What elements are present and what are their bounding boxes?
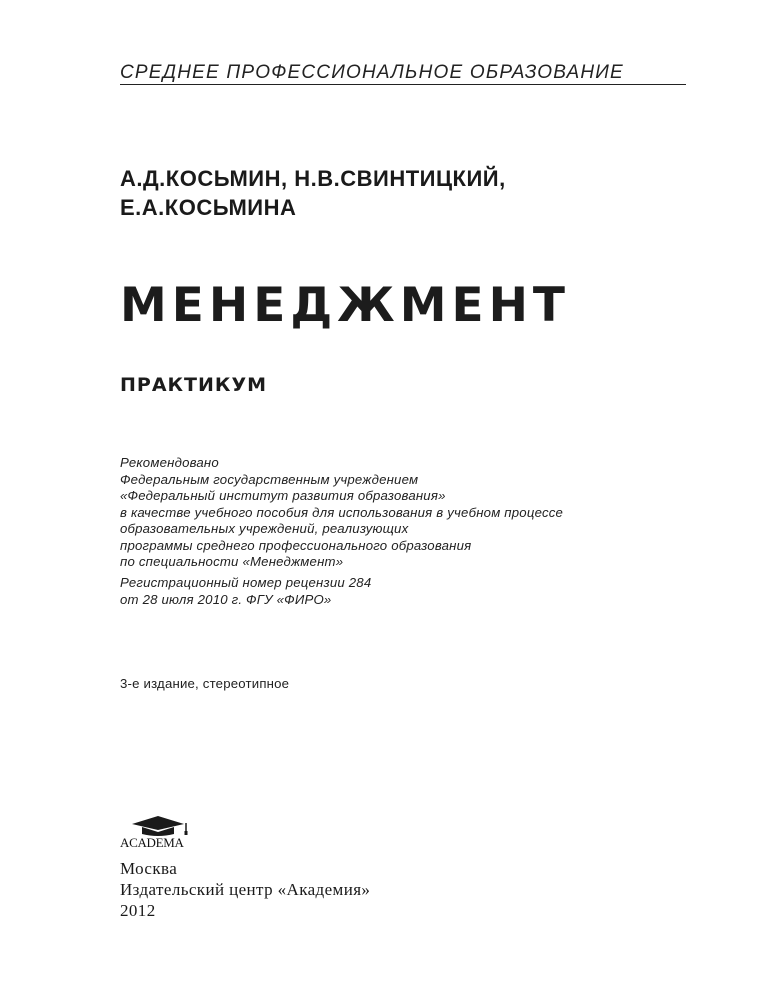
recommendation-line: Рекомендовано [120,455,219,470]
imprint-publisher: Издательский центр «Академия» [120,880,371,899]
recommendation-line: в качестве учебного пособия для использования в учебном процессе [120,504,564,520]
mortarboard-icon [124,812,194,836]
book-subtitle: ПРАКТИКУМ [120,374,268,396]
registration-line: от 28 июля 2010 г. ФГУ «ФИРО» [120,591,332,607]
authors-line-2: Е.А.КОСЬМИНА [120,195,297,220]
authors-line-1: А.Д.КОСЬМИН, Н.В.СВИНТИЦКИЙ, [120,166,506,191]
recommendation-line: Федеральным государственным учреждением [120,471,419,487]
book-title: МЕНЕДЖМЕНТ [120,278,570,333]
recommendation-line: по специальности «Менеджмент» [120,554,344,569]
series-divider [120,84,686,85]
imprint [120,858,370,921]
registration-line: Регистрационный номер рецензии 284 [120,575,372,590]
authors [120,164,506,222]
series-title: СРЕДНЕЕ ПРОФЕССИОНАЛЬНОЕ ОБРАЗОВАНИЕ [120,62,624,83]
edition-note: 3-е издание, стереотипное [120,676,290,691]
recommendation-line: образовательных учреждений, реализующих [120,521,409,536]
publisher-logo-text: ACADEMA [120,835,184,850]
recommendation-block [120,455,563,571]
publisher-logo [120,812,200,850]
registration-block [120,575,371,608]
imprint-city: Москва [120,859,178,878]
recommendation-line: программы среднего профессионального образования [120,537,472,553]
imprint-year: 2012 [120,901,156,920]
recommendation-line: «Федеральный институт развития образования» [120,488,446,503]
